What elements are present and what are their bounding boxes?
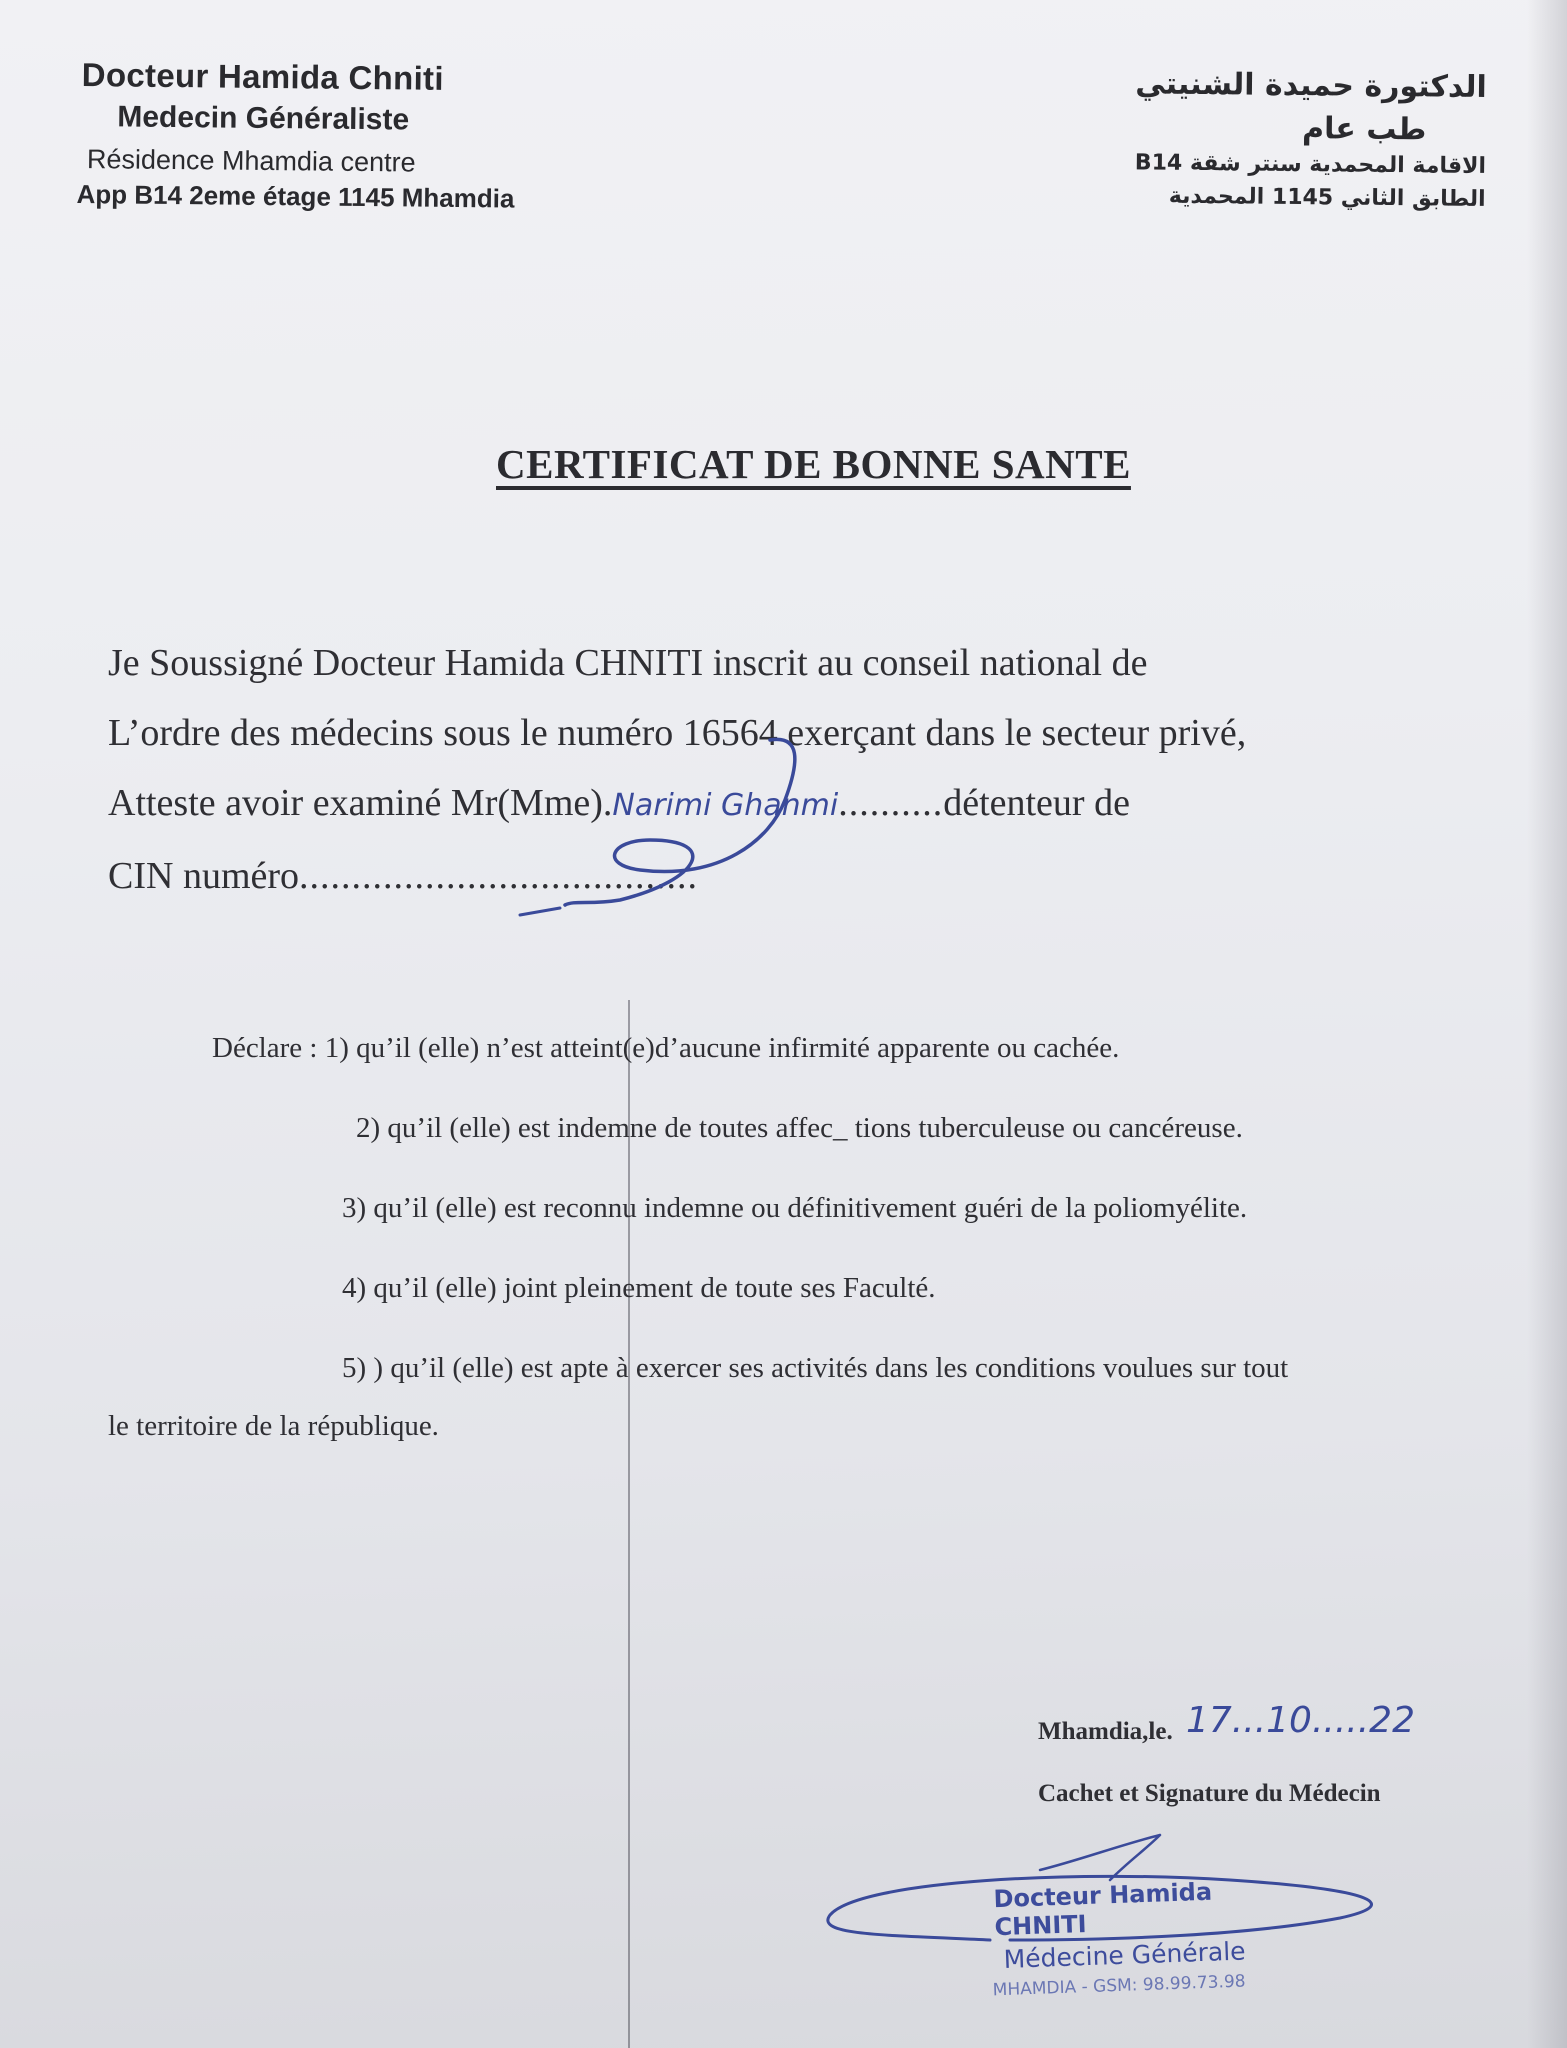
holder-label: détenteur de	[943, 782, 1130, 824]
attestation-paragraph	[108, 628, 1508, 911]
declaration-item-3: 3) qu’il (elle) est reconnu indemne ou définitivement guéri de la poliomyélite.	[342, 1192, 1248, 1224]
doctor-name-arabic: الدكتورة حميدة الشنيتي	[1135, 66, 1487, 105]
body-line-4	[108, 841, 1508, 911]
doctor-specialty: Medecin Généraliste	[117, 100, 410, 137]
cachet-signature-label: Cachet et Signature du Médecin	[1038, 1780, 1381, 1807]
stamp-specialty: Médecine Générale	[1003, 1936, 1247, 1974]
paper-fold-line	[628, 1000, 630, 2048]
certificate-title: CERTIFICAT DE BONNE SANTE	[496, 441, 1131, 487]
cin-label: CIN numéro	[108, 855, 300, 897]
doctor-name: Docteur Hamida Chniti	[81, 56, 444, 97]
stamp-contact: MHAMDIA - GSM: 98.99.73.98	[992, 1971, 1246, 2001]
cin-dotted-field: ......................................	[299, 855, 699, 897]
doctor-specialty-arabic: طب عام	[1301, 111, 1427, 148]
paper-edge-shadow	[1527, 0, 1567, 2048]
examined-label: Atteste avoir examiné Mr(Mme).	[108, 782, 613, 824]
body-line-1: Je Soussigné Docteur Hamida CHNITI inscrit au conseil national de	[108, 642, 1148, 684]
doctor-stamp	[993, 1875, 1297, 2000]
address-line-1-arabic: الاقامة المحمدية سنتر شقة B14	[1134, 150, 1487, 179]
address-line-2-arabic: الطابق الثاني 1145 المحمدية	[1168, 183, 1486, 212]
declaration-item-4: 4) qu’il (elle) joint pleinement de toute ses Faculté.	[342, 1272, 936, 1304]
handwritten-date: 17...10.....22	[1186, 1700, 1415, 1741]
declaration-item-1: Déclare : 1) qu’il (elle) n’est atteint(e)d’aucune infirmité apparente ou cachée.	[212, 1032, 1120, 1064]
letterhead-left	[76, 56, 638, 216]
declaration-item-5-cont: le territoire de la république.	[108, 1410, 439, 1442]
address-line-2: App B14 2eme étage 1145 Mhamdia	[76, 178, 515, 214]
dotted-leader: ..........	[838, 782, 944, 824]
body-line-3	[108, 768, 1508, 841]
declaration-item-5: 5) ) qu’il (elle) est apte à exercer ses activités dans les conditions voulues sur tout	[342, 1352, 1289, 1384]
letterhead-right-arabic	[1066, 66, 1487, 212]
address-line-1: Résidence Mhamdia centre	[86, 144, 416, 178]
body-line-2: L’ordre des médecins sous le numéro 16564 exerçant dans le secteur privé,	[108, 712, 1247, 754]
stamp-doctor-name: Docteur Hamida CHNITI	[993, 1877, 1213, 1942]
patient-name-handwritten: Narimi Ghanmi	[612, 788, 839, 823]
place-date-label: Mhamdia,le.	[1038, 1718, 1173, 1745]
declaration-item-2: 2) qu’il (elle) est indemne de toutes affec_ tions tuberculeuse ou cancéreuse.	[356, 1112, 1243, 1144]
